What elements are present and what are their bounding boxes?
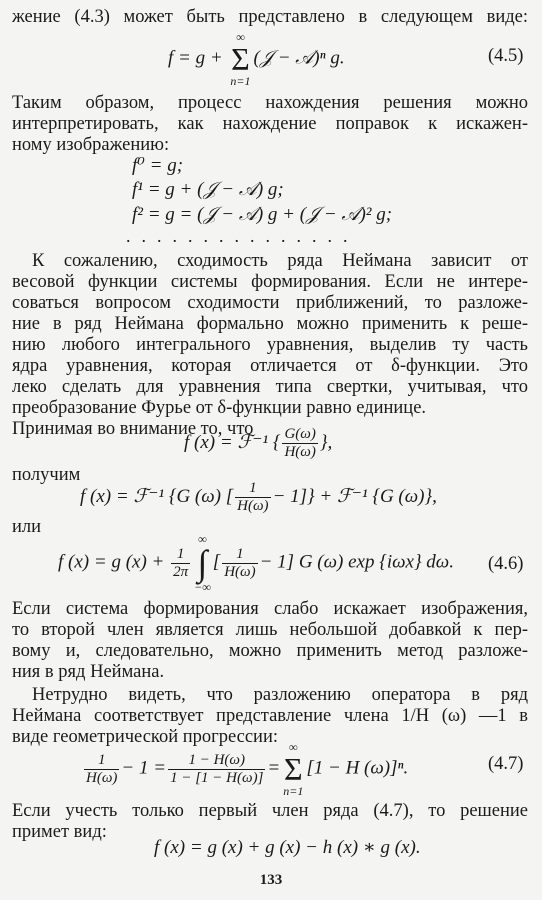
text-line: ния в ряд Неймана. (12, 662, 165, 682)
fourier-formula-2: f (x) = ℱ⁻¹ {G (ω) [ $\frac{1}{H(\omega)}$ − 1]} + ℱ⁻¹ {G (ω)}, (80, 480, 437, 514)
fraction: $\frac{1}{H(\omega)}$ (224, 545, 256, 580)
text-line: или (12, 517, 42, 537)
fraction: $\frac{1 - H(\omega)}{1 - [1 - H(\omega)]}$ (170, 751, 264, 786)
sum-symbol: ∞ Σ n=1 (283, 740, 304, 798)
text-line: Таким образом, процесс нахождения решения можно (12, 93, 528, 113)
equation-lhs: f = g + (168, 47, 228, 69)
fourier-formula-1: f (x) = ℱ⁻¹ { $\frac{G(\omega)}{H(\omega)}$ }, (184, 426, 333, 460)
text-line: примет вид: (12, 822, 107, 842)
text-line: Неймана соответствует представление члена 1/H (ω) —1 в (12, 706, 528, 726)
fraction: $\frac{1}{H(\omega)}$ (237, 480, 269, 514)
text-line: Если учесть только первый член ряда (4.7), то решение (12, 801, 528, 821)
integral-symbol: ∞ ∫ −∞ (194, 532, 211, 594)
iteration-0: f⁰ = g; (132, 155, 184, 176)
equation-number: (4.5) (488, 46, 524, 66)
fraction: $\frac{1}{H(\omega)}$ (86, 751, 118, 786)
text-line: весовой функции системы формирования. Если не интере- (12, 272, 528, 292)
text-line: Если система формирования слабо искажает изображения, (12, 599, 528, 619)
text-line: ядра уравнения, которая отличается от δ-функции. Это (12, 356, 528, 376)
page-number: 133 (259, 872, 283, 888)
final-formula: f (x) = g (x) + g (x) − h (x) ∗ g (x). (154, 837, 421, 858)
text-line: соваться вопросом сходимости приближений, то разложе- (12, 293, 528, 313)
equation-number: (4.7) (488, 754, 524, 774)
text-line: К сожалению, сходимость ряда Неймана зависит от (32, 251, 528, 271)
iteration-2: f² = g = (𝒥 − 𝒜) g + (𝒥 − 𝒜)² g; (132, 204, 393, 225)
text-line: ние в ряд Неймана формально можно применить к реше- (12, 314, 528, 334)
text-line: нию любого интегрального уравнения, выделив ту часть (12, 335, 528, 355)
text-line: получим (12, 465, 81, 485)
text-line: Нетрудно видеть, что разложению оператора в ряд (32, 685, 528, 705)
equation-4-6: f (x) = g (x) + $\frac{1}{2\pi}$ ∞ ∫ −∞ [ $\frac{1}{H(\omega)}$ − 1] G (ω) exp {iωx} dω. (58, 532, 454, 594)
text-line: преобразование Фурье от δ-функции равно единице. (12, 398, 427, 418)
ellipsis-row: ............... (126, 226, 359, 246)
equation-number: (4.6) (488, 554, 524, 574)
text-line: жение (4.3) может быть представлено в следующем виде: (12, 7, 528, 27)
iteration-1: f¹ = g + (𝒥 − 𝒜) g; (132, 179, 284, 200)
equation-4-7: $\frac{1}{H(\omega)}$ − 1 = $\frac{1 - H(\omega)}{1 - [1 - H(\omega)]}$ = ∞ Σ n=1 [1 − H (ω)]ⁿ. (86, 740, 409, 798)
sum-symbol: ∞ Σ n=1 (230, 30, 251, 88)
equation-rhs: (𝒥 − 𝒜)ⁿ g. (253, 47, 345, 69)
text-line: леко сделать для уравнения типа свертки, учитывая, что (12, 377, 528, 397)
text-line: виде геометрической прогрессии: (12, 727, 279, 747)
equation-4-5 (168, 30, 345, 88)
fraction: $\frac{G(\omega)}{H(\omega)}$ (284, 426, 316, 460)
text-line: интерпретировать, как нахождение поправок к искажен- (12, 114, 528, 134)
fraction: $\frac{1}{2\pi}$ (173, 545, 189, 580)
text-line: Принимая во внимание то, что (12, 419, 254, 439)
text-line: вому и, следовательно, можно применить метод разложе- (12, 641, 528, 661)
text-line: то второй член является лишь небольшой добавкой к пер- (12, 620, 528, 640)
text-line: ному изображению: (12, 135, 170, 155)
